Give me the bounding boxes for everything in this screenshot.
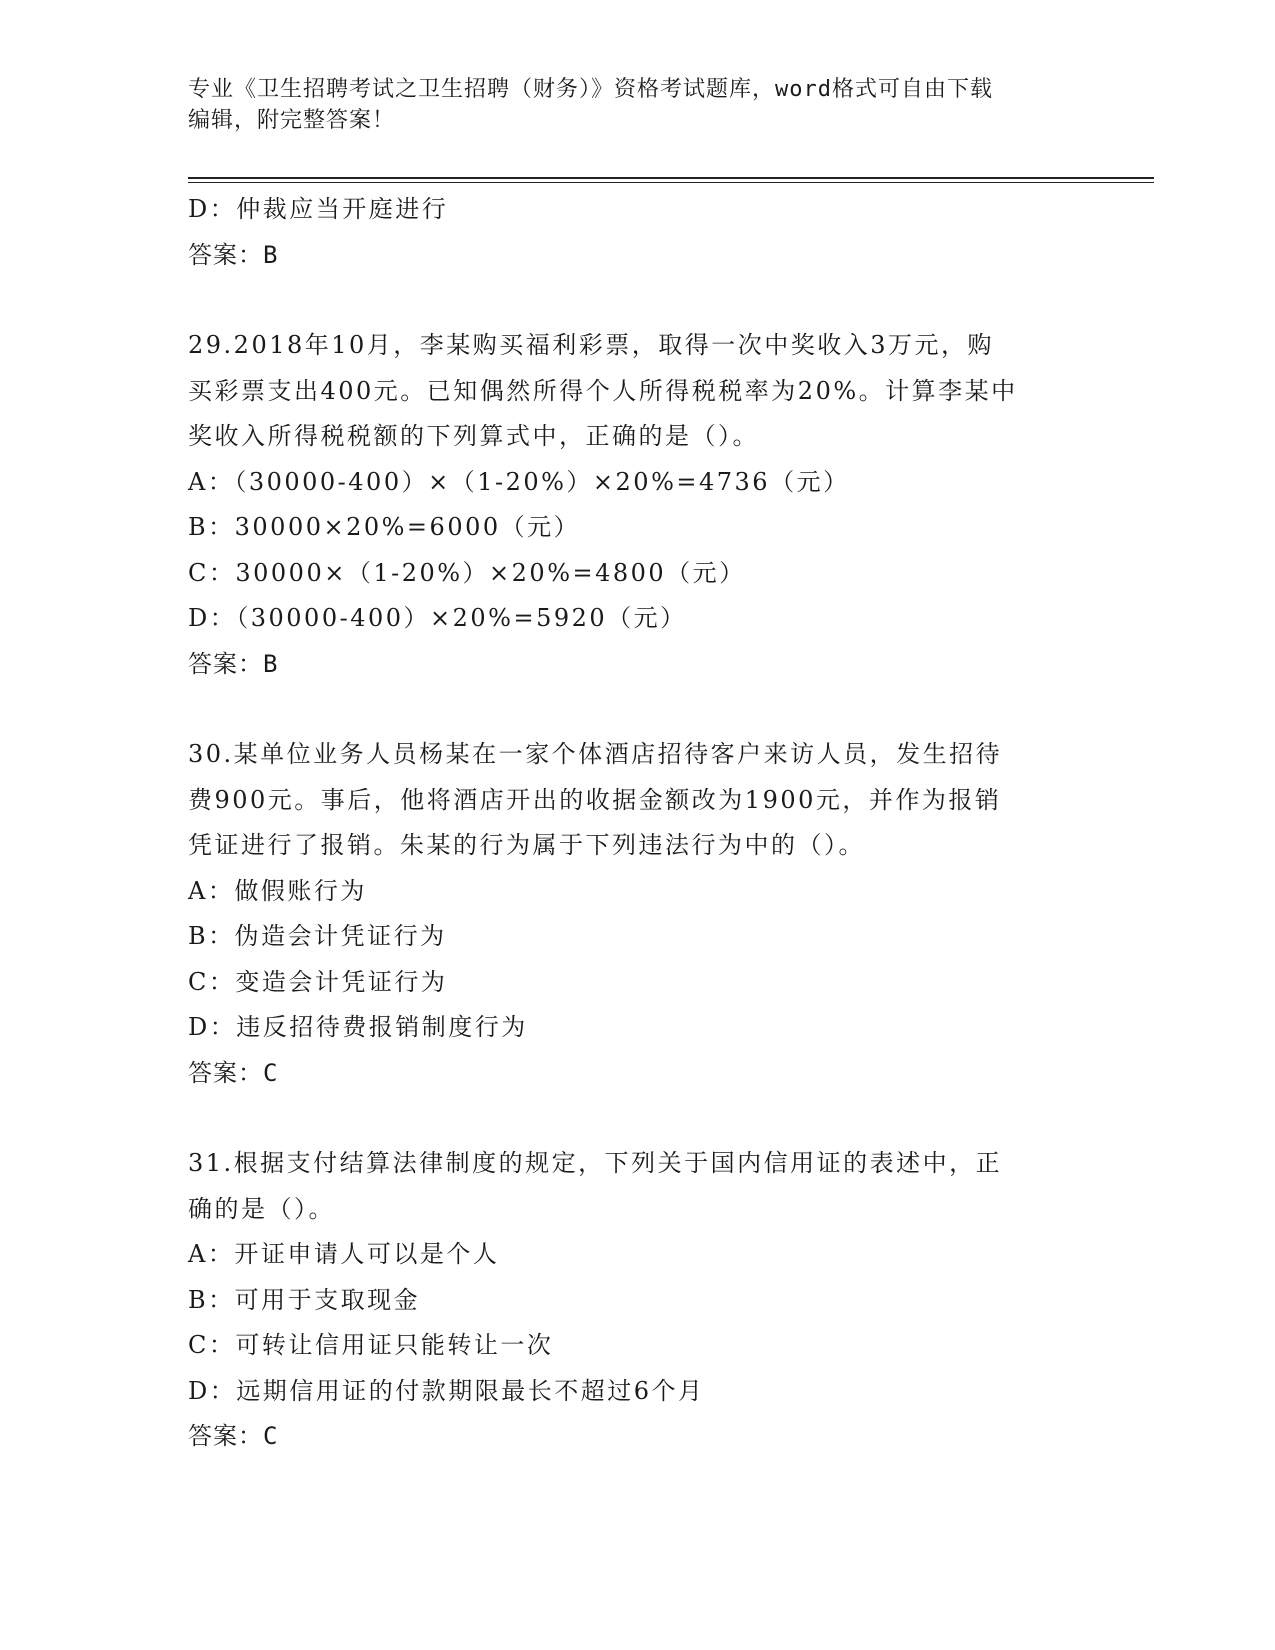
page-header xyxy=(188,74,1068,136)
option-b: B：30000×20%=6000（元） xyxy=(188,513,581,541)
document-body xyxy=(188,187,1088,1460)
question-28-tail xyxy=(188,187,1088,278)
question-text-line: 费900元。事后，他将酒店开出的收据金额改为1900元，并作为报销 xyxy=(188,785,1002,814)
header-rule-thick xyxy=(188,177,1154,179)
option-b: B：可用于支取现金 xyxy=(188,1285,421,1314)
option-d: D：仲裁应当开庭进行 xyxy=(188,195,449,223)
option-b: B：伪造会计凭证行为 xyxy=(188,922,447,950)
answer-line: 答案：B xyxy=(188,649,279,678)
option-d: D：违反招待费报销制度行为 xyxy=(188,1013,528,1041)
header-line-1: 专业《卫生招聘考试之卫生招聘（财务）》资格考试题库，word格式可自由下载 xyxy=(188,77,993,102)
option-d: D：远期信用证的付款期限最长不超过6个月 xyxy=(188,1376,705,1405)
option-a: A：做假账行为 xyxy=(188,876,367,905)
answer-line: 答案：B xyxy=(188,240,279,269)
question-text-line: 确的是（）。 xyxy=(188,1194,335,1223)
question-text-line: 29.2018年10月，李某购买福利彩票，取得一次中奖收入3万元，购 xyxy=(188,331,995,359)
option-a: A：（30000-400）×（1-20%）×20%=4736（元） xyxy=(188,467,850,496)
option-d: D：（30000-400）×20%=5920（元） xyxy=(188,604,687,632)
answer-line: 答案：C xyxy=(188,1058,279,1087)
question-text-line: 30.某单位业务人员杨某在一家个体酒店招待客户来访人员，发生招待 xyxy=(188,740,1003,768)
answer-line: 答案：C xyxy=(188,1422,279,1450)
question-30 xyxy=(188,732,1088,1096)
question-29 xyxy=(188,323,1088,687)
option-c: C：可转让信用证只能转让一次 xyxy=(188,1331,554,1359)
option-a: A：开证申请人可以是个人 xyxy=(188,1240,500,1268)
question-text-line: 凭证进行了报销。朱某的行为属于下列违法行为中的（）。 xyxy=(188,831,865,859)
question-text-line: 买彩票支出400元。已知偶然所得个人所得税税率为20%。计算李某中 xyxy=(188,376,1018,405)
header-line-2: 编辑，附完整答案！ xyxy=(188,108,396,133)
option-c: C：30000×（1-20%）×20%=4800（元） xyxy=(188,558,746,587)
option-c: C：变造会计凭证行为 xyxy=(188,967,448,996)
question-text-line: 31.根据支付结算法律制度的规定，下列关于国内信用证的表述中，正 xyxy=(188,1149,1003,1177)
question-text-line: 奖收入所得税税额的下列算式中，正确的是（）。 xyxy=(188,422,759,450)
header-rule-thin xyxy=(188,182,1154,183)
question-31 xyxy=(188,1141,1088,1460)
